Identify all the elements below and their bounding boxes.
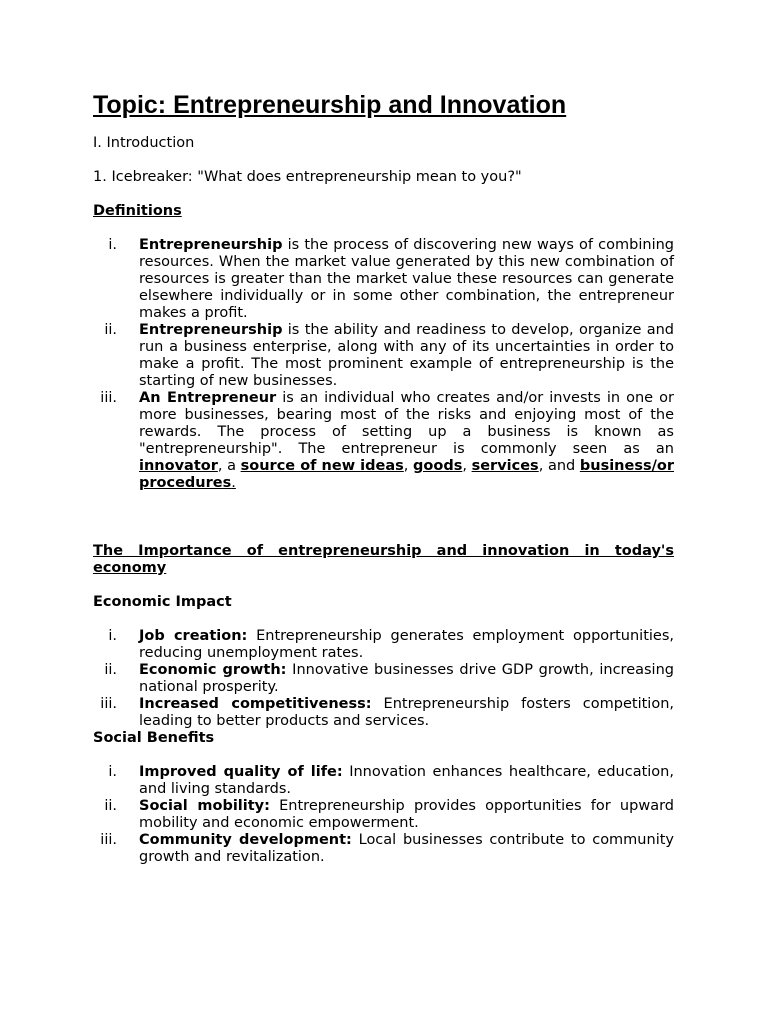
period-text: . [231, 475, 236, 491]
business-procedures-link[interactable]: business/or procedures [139, 458, 675, 491]
definition-text: is the process of discovering new ways of combining resources. When the market value generated by this new combination of resources is greater than the market value these resources can generate elsewhere individually or in some other combination, the entrepreneur makes a profit. [139, 237, 674, 321]
item-term: Job creation: [139, 628, 248, 644]
list-number: iii. [100, 832, 117, 848]
page-title: Topic: Entrepreneurship and Innovation [93, 91, 567, 119]
item-term: Community development: [139, 832, 352, 848]
definition-term: Entrepreneurship [139, 322, 283, 338]
definition-text: is an individual who creates and/or invests in one or more businesses, bearing most of the risks and enjoying most of the rewards. The process of setting up a business is known as "entrepreneurship". The entrepreneur is commonly seen as an [139, 390, 675, 457]
list-item [93, 832, 674, 866]
definitions-heading: Definitions [93, 203, 182, 219]
list-number: ii. [104, 798, 117, 814]
definition-item [93, 390, 674, 492]
item-text: Entrepreneurship generates employment opportunities, reducing unemployment rates. [139, 628, 674, 661]
item-term: Improved quality of life: [139, 764, 343, 780]
list-item [93, 764, 674, 798]
list-item [93, 798, 674, 832]
item-term: Economic growth: [139, 662, 287, 678]
item-term: Social mobility: [139, 798, 270, 814]
separator-text: , and [538, 458, 580, 474]
services-link[interactable]: services [471, 458, 539, 474]
separator-text: , [403, 458, 414, 474]
list-number: ii. [104, 322, 117, 338]
item-text: Entrepreneurship fosters competition, leading to better products and services. [139, 696, 675, 729]
definition-text: is the ability and readiness to develop, organize and run a business enterprise, along with any of its uncertainties in order to make a profit. The most prominent example of entrepreneurship is the starting of new businesses. [139, 322, 674, 389]
list-number: i. [108, 628, 117, 644]
list-item [93, 628, 674, 662]
list-number: i. [108, 764, 117, 780]
economic-impact-list [93, 628, 674, 730]
item-text: Entrepreneurship provides opportunities for upward mobility and economic empowerment. [139, 798, 674, 831]
item-term: Increased competitiveness: [139, 696, 372, 712]
list-item [93, 696, 674, 730]
list-item [93, 662, 674, 696]
list-number: i. [108, 237, 117, 253]
social-benefits-heading: Social Benefits [93, 730, 215, 746]
innovator-link[interactable]: innovator [139, 458, 218, 474]
economic-impact-heading: Economic Impact [93, 594, 232, 610]
document-page [93, 88, 674, 866]
item-text: Innovation enhances healthcare, education, and living standards. [139, 764, 674, 797]
list-number: iii. [100, 390, 117, 406]
intro-heading: I. Introduction [93, 135, 195, 151]
item-text: Local businesses contribute to community growth and revitalization. [139, 832, 674, 865]
definitions-list [93, 237, 674, 492]
separator-text: , [462, 458, 472, 474]
icebreaker-text: 1. Icebreaker: "What does entrepreneurship mean to you?" [93, 169, 522, 185]
definition-item [93, 322, 674, 390]
social-benefits-list [93, 764, 674, 866]
item-text: Innovative businesses drive GDP growth, increasing national prosperity. [139, 662, 674, 695]
separator-text: , a [217, 458, 241, 474]
list-number: ii. [104, 662, 117, 678]
goods-link[interactable]: goods [413, 458, 463, 474]
definition-item [93, 237, 674, 322]
definition-term: An Entrepreneur [139, 390, 277, 406]
source-of-new-ideas-link[interactable]: source of new ideas [240, 458, 404, 474]
definition-term: Entrepreneurship [139, 237, 283, 253]
importance-heading: The Importance of entrepreneurship and innovation in today's economy [93, 543, 674, 576]
list-number: iii. [100, 696, 117, 712]
